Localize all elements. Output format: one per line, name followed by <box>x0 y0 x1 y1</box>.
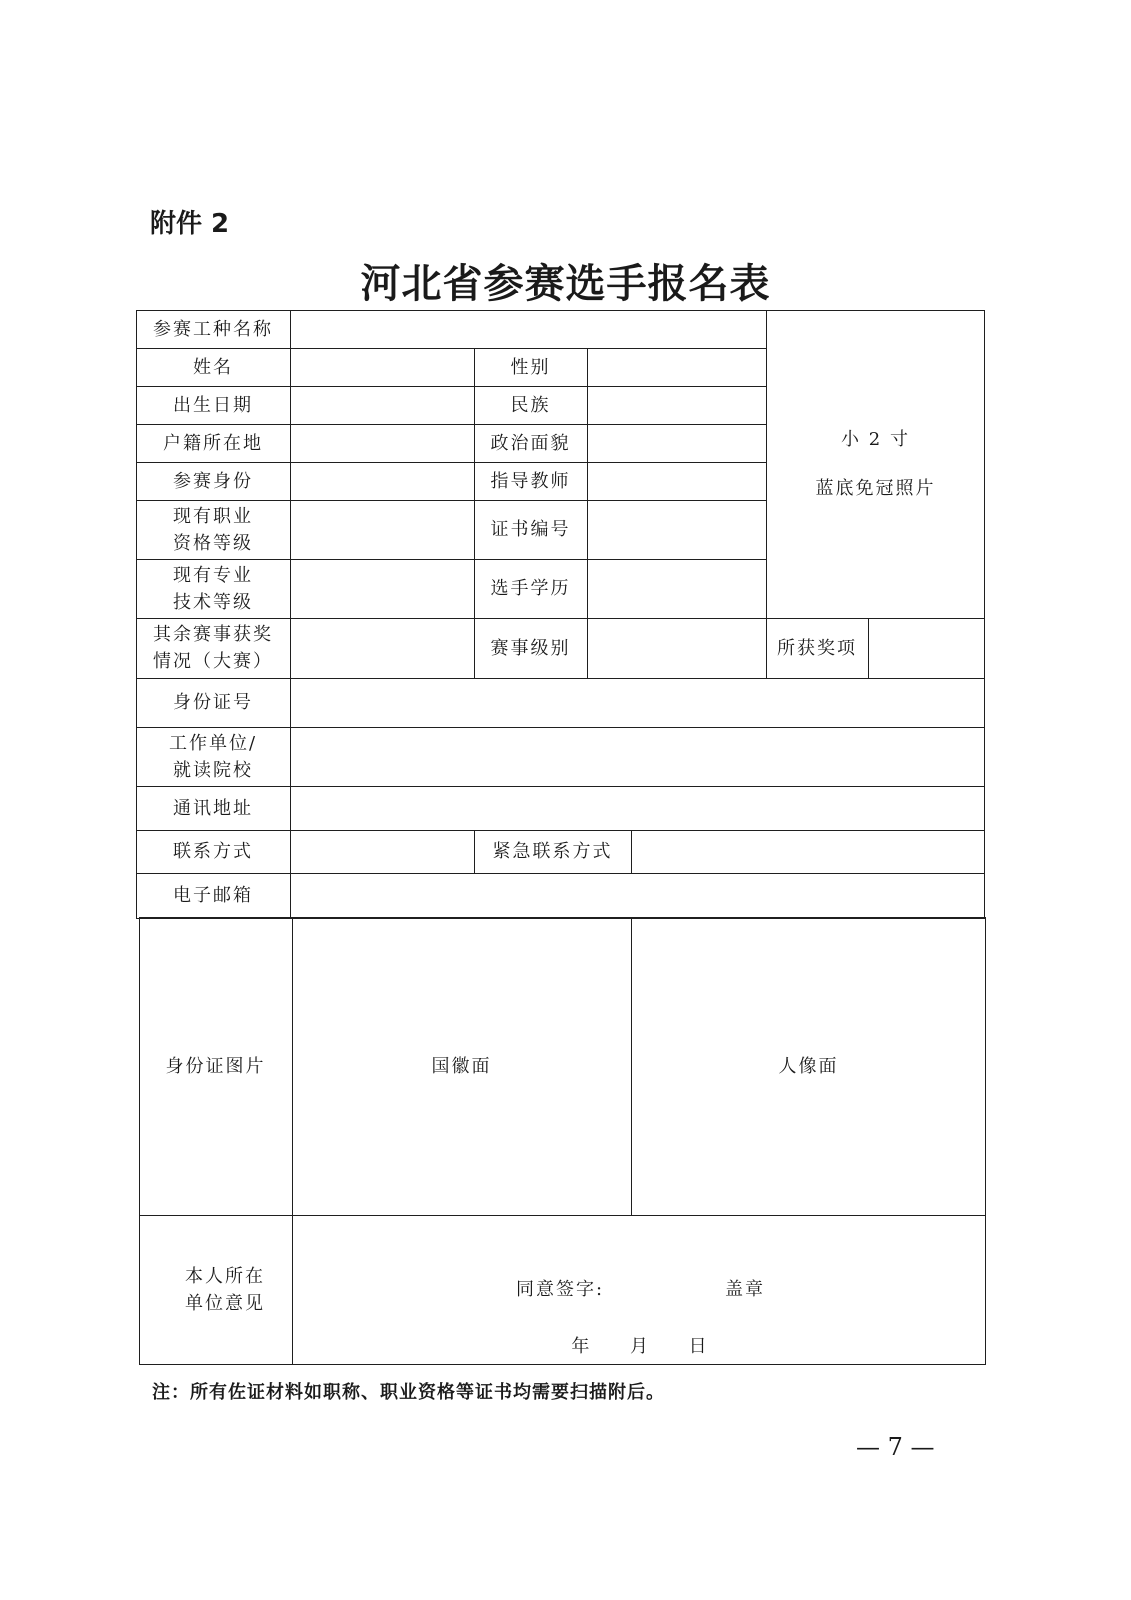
field-contest-name[interactable] <box>290 310 766 348</box>
label-household: 户籍所在地 <box>163 432 263 454</box>
label-tech-level: 现有专业 技术等级 <box>173 564 253 613</box>
photo-desc-text: 蓝底免冠照片 <box>815 478 936 499</box>
portrait-side-area[interactable]: 人像面 <box>778 1055 839 1077</box>
label-name: 姓名 <box>193 356 233 378</box>
label-education: 选手学历 <box>490 578 571 599</box>
emblem-side-area[interactable]: 国徽面 <box>431 1055 492 1077</box>
seal-label: 盖章 <box>725 1278 765 1300</box>
label-workplace: 工作单位/ 就读院校 <box>168 732 258 781</box>
label-unit-opinion: 本人所在 单位意见 <box>185 1266 265 1314</box>
page-title: 河北省参赛选手报名表 <box>360 260 771 307</box>
field-gender[interactable] <box>587 348 766 386</box>
field-name[interactable] <box>290 348 474 386</box>
label-id-number: 身份证号 <box>173 692 253 713</box>
label-political: 政治面貌 <box>490 432 571 454</box>
label-contest-name: 参赛工种名称 <box>153 318 273 340</box>
label-contact: 联系方式 <box>173 841 253 862</box>
label-identity: 参赛身份 <box>173 470 253 492</box>
label-other-awards: 其余赛事获奖 情况（大赛） <box>153 624 273 672</box>
label-award: 所获奖项 <box>777 637 857 659</box>
photo-size-text: 小 2 寸 <box>841 429 910 450</box>
label-instructor: 指导教师 <box>490 470 571 492</box>
attachment-label: 附件 2 <box>150 209 230 239</box>
label-id-images: 身份证图片 <box>165 1055 266 1077</box>
date-label: 年 月 日 <box>571 1335 709 1357</box>
label-address: 通讯地址 <box>173 797 253 819</box>
label-event-level: 赛事级别 <box>490 637 571 659</box>
label-cert-no: 证书编号 <box>490 519 571 540</box>
page-number: — 7 — <box>856 1433 935 1461</box>
label-prof-qual: 现有职业 资格等级 <box>173 505 253 554</box>
photo-area[interactable] <box>766 310 985 618</box>
label-emergency: 紧急联系方式 <box>492 841 613 862</box>
sign-label: 同意签字: <box>515 1278 605 1300</box>
label-email: 电子邮箱 <box>173 884 253 906</box>
label-gender: 性别 <box>510 356 551 378</box>
footnote: 注：所有佐证材料如职称、职业资格等证书均需要扫描附后。 <box>152 1382 665 1403</box>
label-birth-date: 出生日期 <box>173 394 253 416</box>
label-ethnicity: 民族 <box>510 394 551 416</box>
